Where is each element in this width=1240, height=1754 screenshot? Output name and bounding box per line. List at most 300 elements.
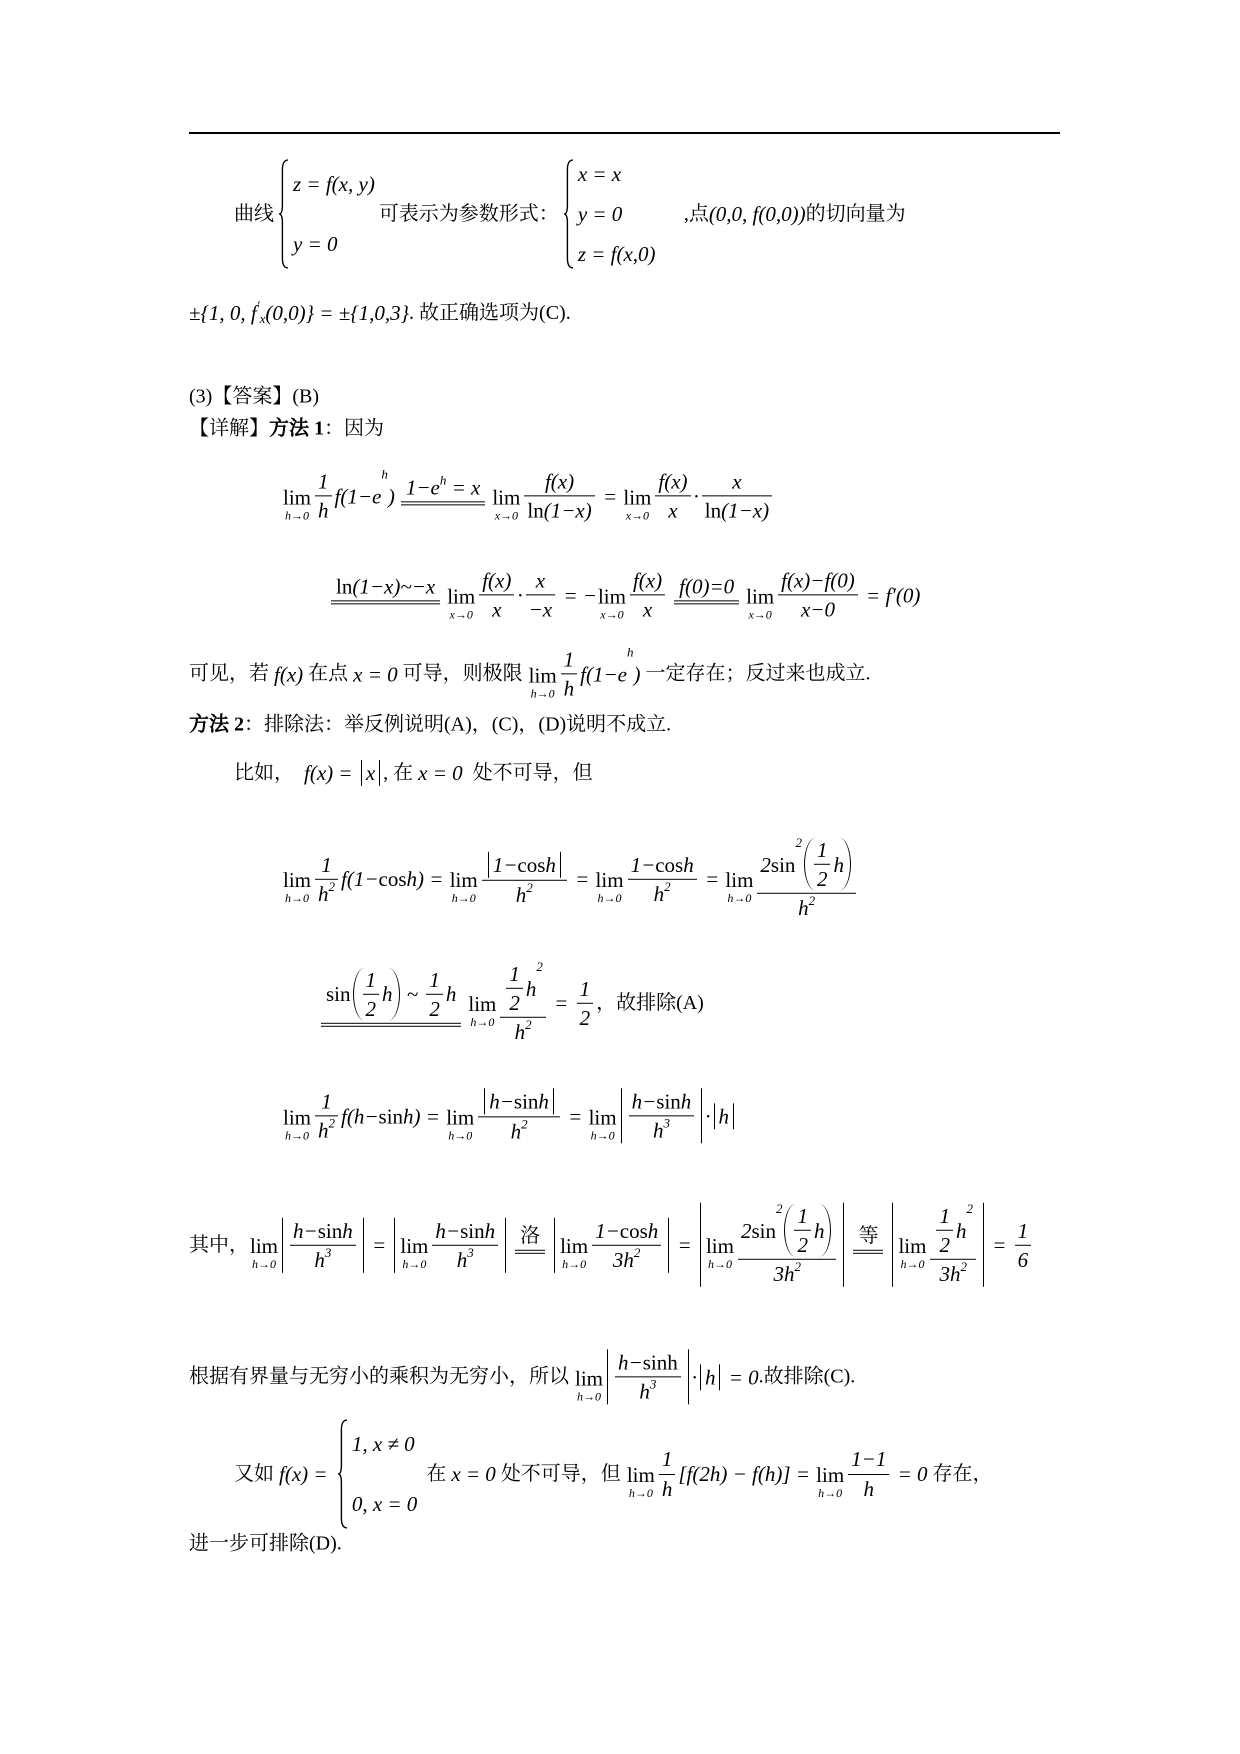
numerator <box>757 834 856 893</box>
function-name: sin <box>326 981 351 1006</box>
limit-approach: h→0 <box>402 1257 427 1272</box>
system-rows <box>574 159 675 269</box>
math-text: h <box>445 981 457 1006</box>
math-text: · <box>517 582 523 607</box>
math-text: x = 0 <box>451 1461 496 1486</box>
absolute-value <box>554 1217 669 1272</box>
math-text: f(0)=0 <box>679 573 735 598</box>
math-text: = <box>562 1103 588 1128</box>
denominator <box>315 1116 338 1143</box>
function-name: sin <box>656 1089 681 1114</box>
system-row <box>352 1432 418 1456</box>
math-text: 1 <box>661 1447 673 1472</box>
equation-system <box>278 159 375 269</box>
superscript: 2 <box>521 1116 528 1132</box>
math-text: 1 <box>429 967 440 992</box>
math-text: 2 <box>365 996 377 1021</box>
limit <box>529 663 557 699</box>
denominator <box>757 893 856 920</box>
limit-approach: h→0 <box>470 1015 495 1030</box>
math-text: 2 <box>579 1005 591 1030</box>
limit-word: lim <box>816 1462 845 1487</box>
fraction <box>930 1200 976 1287</box>
limit-word: lim <box>595 867 624 892</box>
denominator <box>630 595 665 622</box>
math-text: h− <box>435 1218 461 1243</box>
function-name: ln <box>704 498 722 523</box>
substitution-equals <box>331 574 440 604</box>
limit <box>283 485 311 521</box>
math-text: 1− <box>630 852 656 877</box>
denominator <box>615 1377 681 1404</box>
math-text: h <box>563 676 575 701</box>
function-name: sin <box>460 1218 485 1243</box>
equation-system <box>563 159 675 269</box>
math-text: h <box>680 1089 692 1114</box>
bold-text: 方法 2 <box>189 713 244 736</box>
math-text: · <box>705 1103 711 1128</box>
limit <box>816 1463 844 1499</box>
equation-system <box>337 1419 418 1529</box>
numerator <box>655 469 690 495</box>
absolute-value <box>484 1088 554 1114</box>
superscript: 2 <box>808 893 816 909</box>
numerator <box>479 568 514 594</box>
text: 比如， <box>234 761 304 784</box>
numerator <box>628 852 697 878</box>
limit-word: lim <box>446 1104 475 1129</box>
denominator <box>848 1474 889 1501</box>
text: .故排除(C). <box>758 1365 856 1388</box>
fraction <box>524 469 594 522</box>
left-brace-icon <box>563 159 574 269</box>
limit-word: lim <box>283 484 312 509</box>
equation-1 <box>282 466 775 523</box>
math-text: 3h <box>939 1262 961 1287</box>
math-text: 3h <box>773 1262 795 1287</box>
fraction <box>628 852 697 905</box>
fraction <box>778 568 858 621</box>
denominator <box>479 595 514 622</box>
method-2-heading <box>189 714 671 737</box>
math-text: x−0 <box>800 597 835 622</box>
math-text: h− <box>489 1089 514 1114</box>
math-text: h <box>652 1118 664 1143</box>
fraction <box>478 1088 560 1143</box>
limit-approach: h→0 <box>597 891 622 906</box>
limit-word: lim <box>588 1104 617 1129</box>
limit-word: lim <box>705 1233 734 1258</box>
math-text: 2 <box>939 1232 950 1257</box>
math-text: ~ <box>401 981 424 1006</box>
function-name: sin <box>770 852 796 877</box>
limit-approach: h→0 <box>707 1257 732 1272</box>
math-text: 1 <box>321 852 332 877</box>
superscript: 2 <box>775 1200 783 1216</box>
limit-approach: h→0 <box>451 891 476 906</box>
math-text: 1 <box>509 961 520 986</box>
limit <box>623 485 651 521</box>
math-text: · <box>691 1364 697 1389</box>
math-text: (0,0)} = ±{1,0,3} <box>265 300 410 325</box>
math-text: = <box>672 1232 697 1257</box>
denominator <box>577 1002 594 1029</box>
math-text: h <box>525 976 537 1001</box>
math-text: 0, x = 0 <box>351 1491 418 1516</box>
math-text: f(x) = <box>279 1461 333 1486</box>
denominator <box>702 496 772 523</box>
numerator <box>524 469 594 495</box>
system-row <box>578 202 675 226</box>
superscript: 2 <box>633 1244 641 1260</box>
math-text: h <box>545 852 556 877</box>
absolute-value <box>700 1364 721 1390</box>
text: 的切向量为 <box>805 202 906 225</box>
math-text: h) = <box>403 1103 446 1128</box>
system-rows <box>289 159 375 269</box>
limit <box>446 1105 474 1141</box>
limit-word: lim <box>283 1104 312 1129</box>
limit <box>706 1234 734 1270</box>
superscript: ′ <box>256 297 260 313</box>
substitution-equals <box>401 471 486 505</box>
denominator <box>432 1244 498 1271</box>
math-text: (0,0, f(0,0)) <box>708 201 806 226</box>
limit-approach: h→0 <box>285 1128 309 1143</box>
math-text: = 0 <box>723 1364 759 1389</box>
function-name: ln <box>336 573 353 598</box>
numerator <box>592 1218 661 1244</box>
fraction <box>655 469 690 522</box>
math-text: f(x) <box>274 661 304 686</box>
limit-word: lim <box>283 867 312 892</box>
numerator <box>363 967 380 993</box>
function-name: cos <box>378 866 407 891</box>
limit-approach: x→0 <box>600 607 624 622</box>
math-text: x = x <box>577 161 622 186</box>
text: 洛 <box>520 1224 541 1247</box>
denominator <box>659 1474 676 1501</box>
left-brace-icon <box>337 1419 348 1529</box>
answer-heading <box>189 386 319 409</box>
tangent-vector-conclusion <box>189 297 571 327</box>
superscript: h <box>627 644 634 660</box>
absolute-value <box>394 1217 506 1272</box>
math-text: ) <box>633 661 641 686</box>
math-text: h <box>955 1218 967 1243</box>
function-name: sin <box>513 1089 539 1114</box>
numerator <box>629 1089 695 1115</box>
math-text: 1− <box>492 852 518 877</box>
numerator <box>432 1218 498 1244</box>
math-text: f(x) <box>632 568 663 593</box>
limit <box>725 868 753 904</box>
math-text: 2 <box>797 1232 808 1257</box>
denominator <box>506 988 523 1015</box>
numerator <box>426 967 443 993</box>
absolute-value <box>714 1103 735 1129</box>
math-text: f(x) <box>482 568 512 593</box>
curve-parametric-paragraph <box>234 159 906 269</box>
text: (3)【答案】(B) <box>189 385 319 408</box>
fraction <box>936 1204 953 1257</box>
text: 【详解】 <box>189 417 269 440</box>
equation-5 <box>282 1088 737 1143</box>
math-text: h <box>456 1247 468 1272</box>
math-text: f(1−e <box>334 483 382 508</box>
math-text: 1 <box>797 1203 808 1228</box>
system-row <box>293 232 375 256</box>
math-text: x <box>535 568 546 593</box>
math-text: 1−e <box>405 474 440 499</box>
math-text: f(x) = <box>304 760 358 785</box>
superscript: 2 <box>960 1259 967 1275</box>
limit-approach: h→0 <box>562 1257 587 1272</box>
limit-word: lim <box>623 484 652 509</box>
limit-word: lim <box>560 1233 589 1258</box>
math-text: h <box>382 981 393 1006</box>
math-text: h <box>342 1218 353 1243</box>
denominator <box>930 1259 976 1286</box>
math-text: y = 0 <box>577 201 675 226</box>
fraction <box>315 469 332 522</box>
math-text: 1 <box>365 967 377 992</box>
fraction <box>630 568 665 621</box>
math-text: f(h− <box>341 1103 379 1128</box>
limit-approach: h→0 <box>285 508 309 523</box>
limit-word: lim <box>746 583 775 608</box>
math-text: f(1− <box>341 866 379 891</box>
numerator <box>936 1204 953 1230</box>
numerator <box>615 1350 681 1376</box>
math-text: [f(2h) − f(h)] = <box>678 1461 816 1486</box>
limit-word: lim <box>400 1233 429 1258</box>
fraction <box>592 1218 661 1271</box>
denominator <box>315 496 332 523</box>
math-text: y = 0 <box>293 231 338 256</box>
numerator <box>630 568 665 594</box>
math-text: ) <box>387 483 395 508</box>
denominator <box>592 1244 661 1271</box>
denominator <box>814 864 831 891</box>
equation-6-paragraph <box>189 1200 1034 1287</box>
limit-approach: x→0 <box>625 508 650 523</box>
fraction <box>814 838 831 891</box>
substitution-equals <box>674 574 739 604</box>
bold-text: 方法 1 <box>269 417 324 440</box>
limit <box>450 868 478 904</box>
limit-approach: h→0 <box>577 1389 601 1404</box>
math-text: h <box>798 896 809 921</box>
method-1-heading <box>189 418 384 441</box>
text: 可见，若 <box>189 662 274 685</box>
denominator <box>363 993 380 1020</box>
superscript: 2 <box>328 878 336 894</box>
limit-approach: h→0 <box>818 1486 843 1501</box>
math-text: z = f(x,0) <box>577 241 656 266</box>
math-text: h <box>514 1020 526 1045</box>
fraction <box>848 1447 889 1500</box>
math-text: x = 0 <box>418 760 463 785</box>
math-text: 6 <box>1017 1247 1029 1272</box>
math-text: h <box>639 1379 650 1404</box>
numerator <box>561 647 578 673</box>
parentheses <box>804 838 851 891</box>
numerator <box>930 1200 976 1259</box>
math-text: h <box>647 1218 659 1243</box>
math-text: h <box>704 1364 716 1389</box>
math-text: h) = <box>406 866 449 891</box>
text: 处不可导，但 <box>495 1462 626 1485</box>
math-text: x <box>642 597 653 622</box>
text: 可表示为参数形式： <box>378 202 559 225</box>
superscript: 2 <box>795 834 802 850</box>
math-text: 1−1 <box>851 1447 887 1472</box>
limit <box>596 868 624 904</box>
limit-word: lim <box>447 583 476 608</box>
parentheses <box>784 1204 831 1257</box>
numerator <box>1015 1218 1032 1244</box>
superscript: 2 <box>966 1200 973 1216</box>
absolute-value <box>607 1349 689 1404</box>
limit-word: lim <box>575 1365 604 1390</box>
math-text: 2 <box>509 990 520 1015</box>
math-text: h <box>318 881 329 906</box>
numerator <box>506 962 523 988</box>
math-text: h <box>484 1218 496 1243</box>
fraction <box>479 568 514 621</box>
math-text: h− <box>618 1350 643 1375</box>
math-text: 1, x ≠ 0 <box>351 1431 415 1456</box>
math-text: z = f(x, y) <box>293 171 375 196</box>
limit-word: lim <box>468 991 497 1016</box>
text: 一定存在；反过来也成立. <box>640 662 871 685</box>
absolute-value <box>700 1200 845 1287</box>
math-text: h− <box>293 1218 318 1243</box>
math-text: 1− <box>595 1218 620 1243</box>
math-text: h− <box>631 1089 657 1114</box>
limit-word: lim <box>528 662 557 687</box>
text: 曲线 <box>234 202 274 225</box>
denominator <box>778 595 858 622</box>
denominator <box>629 1116 695 1143</box>
math-text: = <box>597 483 623 508</box>
example-1-paragraph <box>234 760 593 786</box>
absolute-value <box>361 760 380 786</box>
limit <box>492 485 520 521</box>
math-text: 2 <box>760 852 771 877</box>
limit-approach: x→0 <box>494 508 519 523</box>
math-text: 1 <box>563 647 575 672</box>
denominator <box>526 595 556 622</box>
math-text: h <box>718 1103 730 1128</box>
text: 其中， <box>189 1233 249 1256</box>
math-text: 1 <box>318 469 329 494</box>
numerator <box>315 469 332 495</box>
limit-word: lim <box>492 484 521 509</box>
function-name: cos <box>655 852 684 877</box>
superscript: 3 <box>649 1376 657 1392</box>
math-text: 2 <box>429 996 440 1021</box>
absolute-value <box>621 1088 703 1143</box>
limit-approach: h→0 <box>530 686 555 701</box>
denominator <box>315 878 338 905</box>
numerator <box>659 1447 676 1473</box>
limit <box>283 868 311 904</box>
limit-approach: h→0 <box>252 1257 276 1272</box>
math-text: (1−x) <box>543 498 592 523</box>
math-text: x <box>668 498 678 523</box>
text: 又如 <box>234 1462 279 1485</box>
limit <box>400 1234 428 1270</box>
text: . 故正确选项为(C). <box>409 301 571 324</box>
superscript: 2 <box>525 1017 532 1033</box>
math-text: h <box>538 1089 549 1114</box>
denominator <box>738 1259 837 1286</box>
fraction <box>432 1218 498 1271</box>
text: , 在 <box>383 761 419 784</box>
denominator <box>561 674 578 701</box>
math-text: 1 <box>816 837 828 862</box>
bounded-infinitesimal-paragraph <box>189 1349 855 1404</box>
denominator <box>482 879 567 906</box>
fraction <box>561 647 578 700</box>
fraction <box>757 834 856 921</box>
math-text: h <box>863 1476 874 1501</box>
system-row <box>293 172 375 196</box>
fraction <box>315 1089 338 1142</box>
math-text: h <box>314 1247 325 1272</box>
left-brace-icon <box>278 159 289 269</box>
math-text: x <box>365 760 376 785</box>
superscript: 2 <box>536 958 543 974</box>
fraction <box>577 976 594 1029</box>
substitution-equals <box>853 1224 883 1253</box>
numerator <box>814 838 831 864</box>
text: ：因为 <box>324 417 384 440</box>
denominator <box>478 1117 560 1144</box>
limit <box>250 1234 278 1270</box>
math-text: 2 <box>816 866 828 891</box>
math-text: · <box>693 483 699 508</box>
fraction <box>615 1350 681 1403</box>
limit-word: lim <box>250 1233 279 1258</box>
limit-approach: h→0 <box>727 891 752 906</box>
system-row <box>352 1492 418 1516</box>
limit <box>627 1463 655 1499</box>
limit-word: lim <box>725 867 754 892</box>
fraction <box>794 1204 811 1257</box>
math-text: h <box>813 1218 825 1243</box>
limit <box>898 1234 926 1270</box>
denominator <box>655 496 690 523</box>
math-text: x = 0 <box>353 661 398 686</box>
math-text: h <box>318 498 329 523</box>
math-text: h <box>515 882 527 907</box>
limit <box>283 1105 311 1141</box>
denominator <box>500 1017 546 1044</box>
limit-word: lim <box>898 1233 927 1258</box>
math-text: = f′(0) <box>860 582 921 607</box>
function-name: sinh <box>642 1350 678 1375</box>
limit <box>560 1234 588 1270</box>
function-name: cos <box>517 852 546 877</box>
system-row <box>578 162 675 186</box>
limit <box>746 584 774 620</box>
superscript: 2 <box>664 878 671 894</box>
function-name: ln <box>527 498 544 523</box>
function-name: cos <box>619 1218 648 1243</box>
